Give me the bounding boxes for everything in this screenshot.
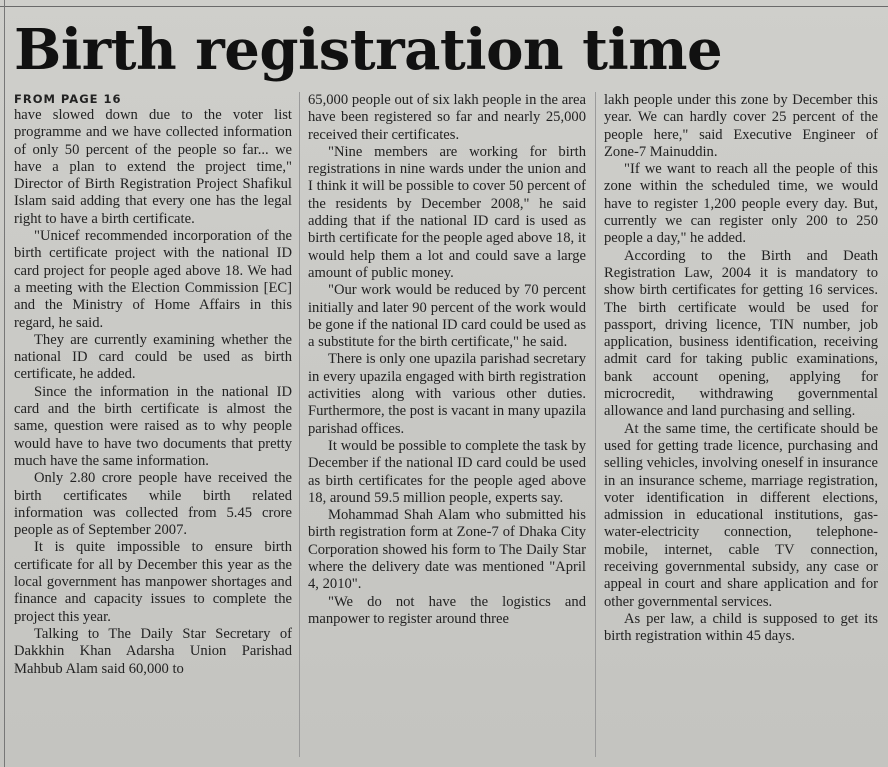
- article-paragraph: "Nine members are working for birth registrations in nine wards under the union and I think it will be possible to cover 50 percent of the residents by December 2008," he said adding that if the national ID card is used as birth certificate for the people aged above 18, it would help them a lot and could save a large amount of public money.: [308, 143, 586, 281]
- kicker: FROM PAGE 16: [14, 92, 122, 106]
- article-paragraph: Since the information in the national ID card and the birth certificate is almost the same, question were raised as to why people would have to have two documents that pretty much have the same information.: [14, 383, 292, 469]
- article-column-2: [308, 92, 586, 628]
- article-paragraph: There is only one upazila parishad secretary in every upazila engaged with birth registration activities along with various other duties. Furthermore, the post is vacant in many upazila parishad offices.: [308, 351, 587, 437]
- article-paragraph: They are currently examining whether the national ID card could be used as birth certificate, he added.: [14, 331, 292, 383]
- article-paragraph: lakh people under this zone by December this year. We can hardly cover 25 percent of the people here," said Executive Engineer of Zone-7 Mainuddin.: [604, 92, 878, 160]
- article-paragraph: 65,000 people out of six lakh people in the area have been registered so far and nearly 25,000 received their certificates.: [308, 92, 586, 143]
- article-paragraph: "We do not have the logistics and manpower to register around three: [308, 593, 586, 627]
- article-paragraph: It would be possible to complete the task by December if the national ID card could be used as birth certificates for the people aged above 18, around 59.5 million people, experts say.: [308, 437, 586, 506]
- article-paragraph: have slowed down due to the voter list programme and we have collected information of only 50 percent of the people so far... we have a plan to extend the project time," Director of Birth Registration Project Shafikul Islam said adding that every one has the legal right to have a birth certificate.: [14, 107, 292, 227]
- article-paragraph: According to the Birth and Death Registration Law, 2004 it is mandatory to show birth certificates for getting 16 services. The birth certificate would be used for passport, driving licence, TIN number, job application, business identification, receiving admit card for taking public examinations, bank account opening, applying for microcredit, withdrawing governmental allowance and land purchasing and selling.: [604, 247, 878, 420]
- top-rule: [0, 0, 888, 7]
- article-paragraph: Only 2.80 crore people have received the birth certificates while birth related information was collected from 5.45 crore people as of September 2007.: [14, 470, 292, 539]
- article-paragraph: At the same time, the certificate should be used for getting trade licence, purchasing and selling vehicles, involving oneself in insurance in an insurance scheme, marriage registration, voter identification in different elections, admission in educational institutions, gas-water-electricity connection, telephone-mobile, internet, cable TV connection, receiving governmental subsidy, any case or appeal in court and share application and for other governmental services.: [604, 420, 878, 610]
- headline: Birth registration time: [14, 17, 723, 83]
- article-column-1: [14, 92, 292, 678]
- article-paragraph: Mohammad Shah Alam who submitted his birth registration form at Zone-7 of Dhaka City Corporation showed his form to The Daily Star where the delivery date was mentioned "April 4, 2010".: [308, 507, 586, 593]
- column-divider: [595, 92, 596, 757]
- article-paragraph: "If we want to reach all the people of this zone within the scheduled time, we would have to register 1,200 people every day. But, currently we can register only 200 to 250 people a day," he added.: [604, 161, 878, 247]
- article-paragraph: "Unicef recommended incorporation of the birth certificate project with the national ID card project for people aged above 18. We had a meeting with the Election Commission [EC] and the Ministry of Home Affairs in this regard, he said.: [14, 228, 292, 331]
- article-paragraph: "Our work would be reduced by 70 percent initially and later 90 percent of the work would be gone if the national ID card could be used as a substitute for the birth certificate," he said.: [308, 282, 586, 351]
- left-rule: [4, 0, 5, 767]
- article-paragraph: As per law, a child is supposed to get its birth registration within 45 days.: [604, 610, 878, 645]
- article-paragraph: Talking to The Daily Star Secretary of Dakkhin Khan Adarsha Union Parishad Mahbub Alam said 60,000 to: [14, 625, 292, 677]
- column-divider: [299, 92, 300, 757]
- article-column-3: [604, 92, 878, 646]
- article-paragraph: It is quite impossible to ensure birth certificate for all by December this year as the local government has manpower shortages and finance and capacity issues to complete the project this year.: [14, 539, 292, 625]
